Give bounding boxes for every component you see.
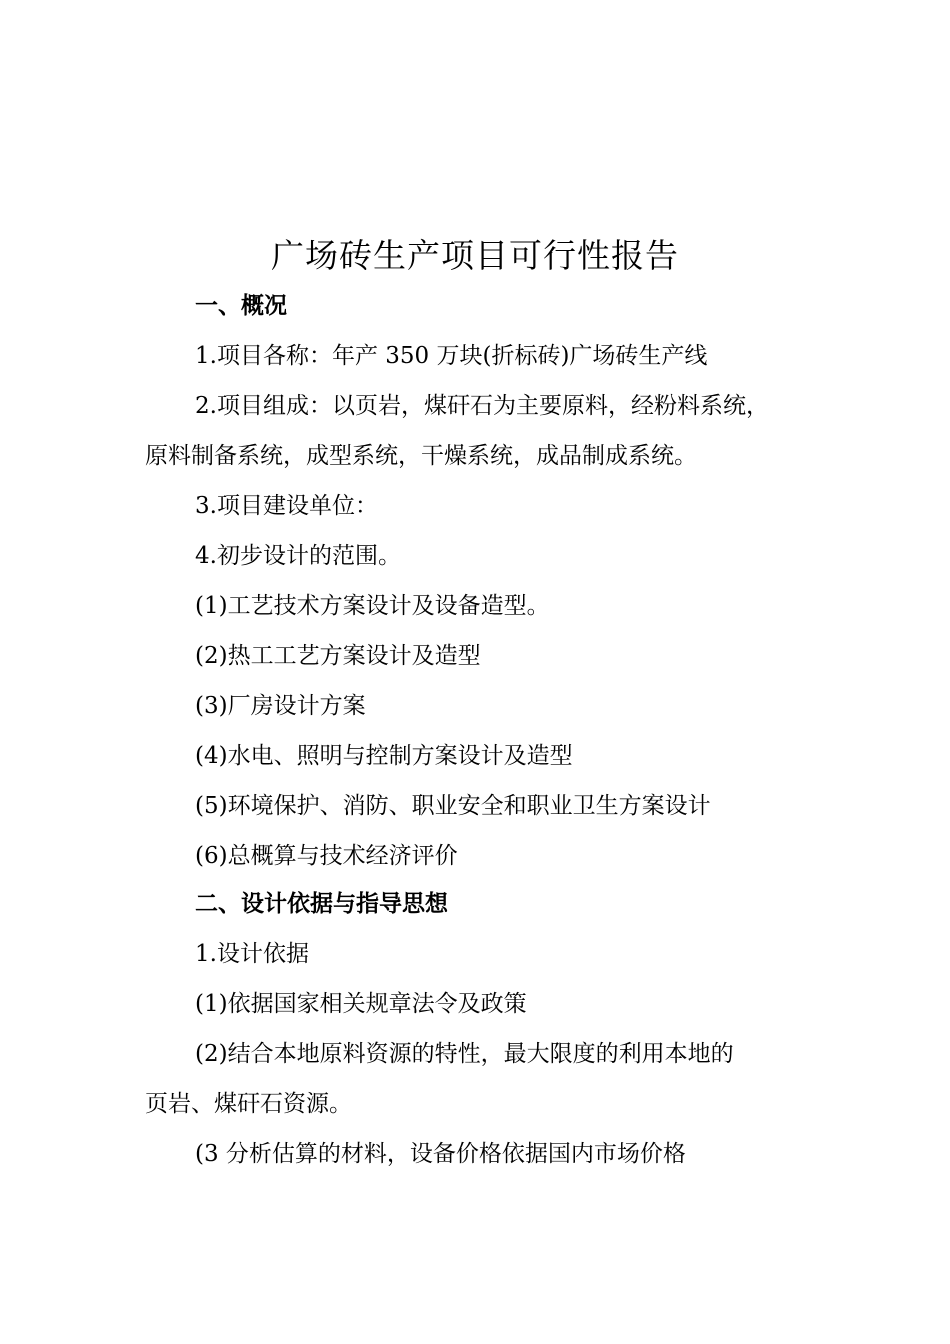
scope-item: (3)厂房设计方案 (195, 693, 366, 719)
paragraph-project-name: 1.项目各称：年产 350 万块(折标砖)广场砖生产线 (195, 343, 708, 369)
basis-item: (3 分析估算的材料，设备价格依据国内市场价格 (195, 1141, 686, 1167)
basis-item-cont: 页岩、煤矸石资源。 (145, 1091, 352, 1117)
scope-item: (4)水电、照明与控制方案设计及造型 (195, 743, 573, 769)
paragraph-project-composition: 2.项目组成：以页岩，煤矸石为主要原料，经粉料系统， (195, 393, 769, 419)
paragraph-project-composition-cont: 原料制备系统，成型系统，干燥系统，成品制成系统。 (145, 443, 697, 469)
section-heading-overview: 一、概况 (195, 293, 287, 319)
scope-item: (2)热工工艺方案设计及造型 (195, 643, 481, 669)
basis-item: (1)依据国家相关规章法令及政策 (195, 991, 527, 1017)
basis-item: (2)结合本地原料资源的特性，最大限度的利用本地的 (195, 1041, 734, 1067)
section-heading-design-basis: 二、设计依据与指导思想 (195, 891, 448, 917)
paragraph-design-scope: 4.初步设计的范围。 (195, 543, 401, 569)
scope-item: (6)总概算与技术经济评价 (195, 843, 458, 869)
scope-item: (5)环境保护、消防、职业安全和职业卫生方案设计 (195, 793, 711, 819)
paragraph-construction-unit: 3.项目建设单位： (195, 493, 378, 519)
document-title: 广场砖生产项目可行性报告 (271, 236, 679, 275)
scope-item: (1)工艺技术方案设计及设备造型。 (195, 593, 550, 619)
paragraph-basis-heading: 1.设计依据 (195, 941, 309, 967)
